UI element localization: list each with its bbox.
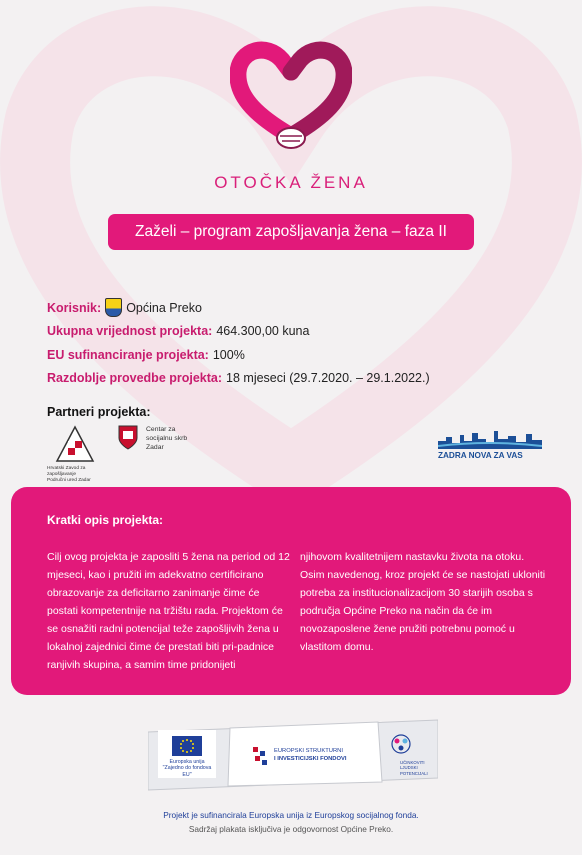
ulj-caption-line: UČINKOVITI [400,760,425,765]
hzz-caption-line: Hrvatski Zavod za zapošljavanje [47,466,86,477]
info-value: 464.300,00 kuna [216,324,310,339]
eu-caption-line: Europska unija [169,759,205,765]
esif-logo-icon [251,745,271,769]
info-row-beneficiary [47,296,430,320]
czss-caption-line: Zadar [146,444,164,451]
description-column-left: Cilj ovog projekta je zaposliti 5 žena na period od 12 mjeseci, kao i pružiti im adekvatno certificirano obrazovanje za deficitarno zanimanje čime će postati kompetentnije na tržištu rada. Projektom će se osnažiti radni potencijal teže zapošljivih žena u lokalnoj zajednici čime će prestati biti pri-padnice ranjivih skupina, a samim time pridonijeti [47,551,290,671]
footer-line: Projekt je sufinancirala Europska unija iz Europskog socijalnog fonda. [163,810,419,820]
info-row-period [47,367,430,391]
partners-title: Partneri projekta: [47,405,151,419]
info-label: Ukupna vrijednost projekta: [47,324,213,339]
zadra-caption: ZADRA NOVA ZA VAS [438,451,523,460]
preko-coat-of-arms-icon [105,298,122,317]
footer-line: Sadržaj plakata isključiva je odgovornost Općine Preko. [188,824,394,834]
program-banner-title: Zaželi – program zapošljavanja žena – faza II [135,223,447,240]
project-info [47,296,430,390]
info-value: Općina Preko [126,300,202,315]
info-label: EU sufinanciranje projekta: [47,347,209,362]
brand-title: OTOČKA ŽENA [214,173,368,192]
eu-logo-box [158,730,216,778]
ulj-caption-line: POTENCIJALI [400,770,428,776]
hzz-logo-icon [55,425,95,463]
program-banner [108,214,474,250]
heart-hands-logo [230,38,352,160]
description-title: Kratki opis projekta: [47,513,164,527]
zadra-skyline-icon [438,427,542,449]
description-column-right: njihovom kvalitetnijem nastavku života na otoku. Osim navedenog, kroz projekt će se nastojati ukloniti potreba za institucionalizacijom 30 starijih osoba s područja Općine Preko na način da će im novozaposlene žene pružiti potrebnu pomoć u vlastitom domu. [300,551,546,653]
hzz-caption [47,466,107,484]
czss-caption-line: socijalnu skrb [146,435,188,442]
czss-caption-line: Centar za [146,426,176,433]
hzz-caption-line: Područni ured Zadar [47,478,91,483]
info-label: Korisnik: [47,300,102,315]
info-label: Razdoblje provedbe projekta: [47,371,223,386]
esif-caption-line: I INVESTICIJSKI FONDOVI [274,755,347,762]
ulj-caption-line: LJUDSKI [400,765,418,771]
eu-caption-line: "Zajedno do fondova EU" [162,765,212,778]
esif-caption [274,748,346,763]
eu-caption [158,759,216,778]
czss-caption [146,425,187,452]
info-value: 18 mjeseci (29.7.2020. – 29.1.2022.) [226,371,430,386]
eu-flag-icon [172,736,202,756]
info-value: 100% [212,347,245,362]
info-row-total-value [47,320,430,344]
info-row-eu-cofinancing [47,343,430,367]
ulj-caption [400,760,428,776]
esif-caption-line: EUROPSKI STRUKTURNI [274,748,343,754]
footer-notice [0,808,582,836]
czss-coat-of-arms-icon [117,424,139,450]
ulj-logo-icon [390,733,412,755]
project-description-box [11,487,571,695]
